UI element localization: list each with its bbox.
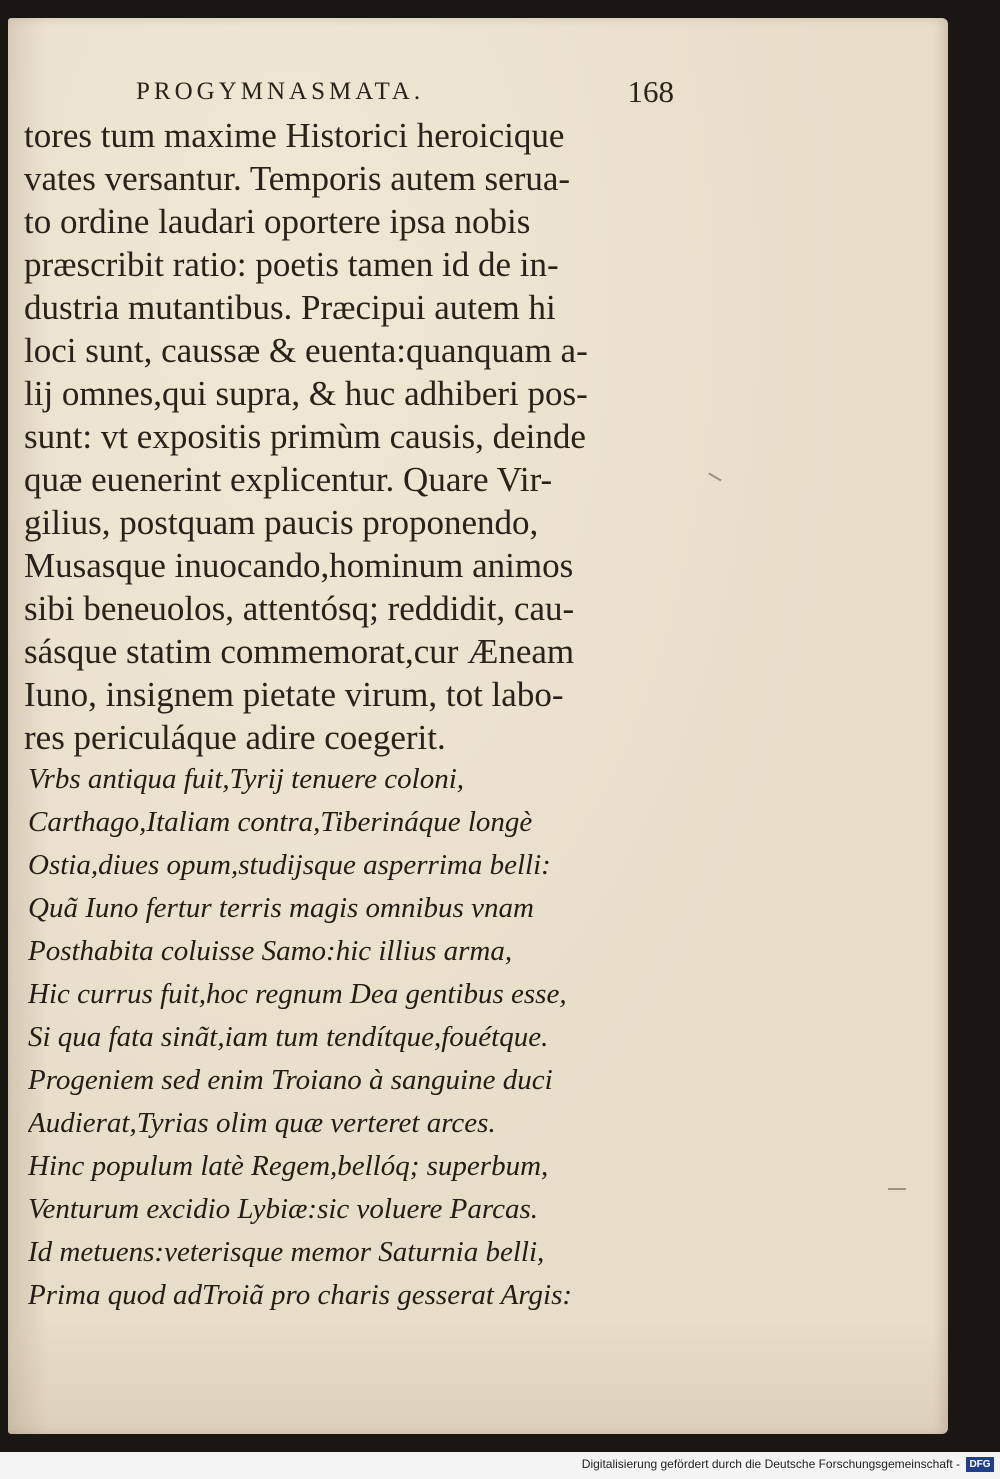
verse-line: Carthago,Italiam contra,Tiberináque longè bbox=[28, 806, 533, 838]
verse-line: Progeniem sed enim Troiano à sanguine duci bbox=[28, 1064, 553, 1096]
verse-line: Audierat,Tyrias olim quæ verteret arces. bbox=[28, 1107, 496, 1139]
margin-mark bbox=[708, 473, 721, 482]
prose-line: lij omnes,qui supra, & huc adhiberi pos- bbox=[24, 374, 588, 413]
prose-line: sásque statim commemorat,cur Æneam bbox=[24, 632, 575, 671]
verse-line: Ostia,diues opum,studijsque asperrima belli: bbox=[28, 849, 551, 881]
verse-line: Prima quod adTroiã pro charis gesserat Argis: bbox=[28, 1279, 573, 1311]
prose-line: gilius, postquam paucis proponendo, bbox=[24, 503, 539, 542]
verse-line: Id metuens:veterisque memor Saturnia belli, bbox=[28, 1236, 545, 1268]
running-head bbox=[136, 74, 676, 114]
verse-line: Hinc populum latè Regem,bellóq; superbum, bbox=[28, 1150, 549, 1182]
footer-bar bbox=[0, 1452, 1000, 1479]
page-number: 168 bbox=[627, 74, 674, 109]
book-page bbox=[8, 18, 948, 1434]
verse-line: Si qua fata sinãt,iam tum tendítque,fouétque. bbox=[28, 1021, 549, 1053]
verse-quotation-block bbox=[28, 758, 688, 1317]
prose-line: quæ euenerint explicentur. Quare Vir- bbox=[24, 460, 553, 499]
running-title: PROGYMNASMATA. bbox=[136, 78, 425, 105]
prose-line: sunt: vt expositis primùm causis, deinde bbox=[24, 417, 586, 456]
prose-text-block bbox=[24, 114, 678, 759]
prose-line: vates versantur. Temporis autem serua- bbox=[24, 159, 571, 198]
prose-line: to ordine laudari oportere ipsa nobis bbox=[24, 202, 531, 241]
prose-line: dustria mutantibus. Præcipui autem hi bbox=[24, 288, 556, 327]
prose-line: sibi beneuolos, attentósq; reddidit, cau- bbox=[24, 589, 575, 628]
footer-credit: Digitalisierung gefördert durch die Deutsche Forschungsgemeinschaft - bbox=[581, 1457, 960, 1471]
prose-line: præscribit ratio: poetis tamen id de in- bbox=[24, 245, 559, 284]
verse-line: Vrbs antiqua fuit,Tyrij tenuere coloni, bbox=[28, 763, 465, 795]
dfg-logo: DFG bbox=[966, 1457, 994, 1472]
verse-line: Venturum excidio Lybiæ:sic voluere Parcas. bbox=[28, 1193, 539, 1225]
prose-line: Iuno, insignem pietate virum, tot labo- bbox=[24, 675, 564, 714]
verse-line: Quã Iuno fertur terris magis omnibus vnam bbox=[28, 892, 534, 924]
verse-line: Hic currus fuit,hoc regnum Dea gentibus esse, bbox=[28, 978, 567, 1010]
prose-line: Musasque inuocando,hominum animos bbox=[24, 546, 574, 585]
prose-line: tores tum maxime Historici heroicique bbox=[24, 116, 565, 155]
margin-mark bbox=[888, 1188, 906, 1190]
prose-line: res periculáque adire coegerit. bbox=[24, 718, 446, 757]
verse-line: Posthabita coluisse Samo:hic illius arma, bbox=[28, 935, 513, 967]
prose-line: loci sunt, caussæ & euenta:quanquam a- bbox=[24, 331, 588, 370]
